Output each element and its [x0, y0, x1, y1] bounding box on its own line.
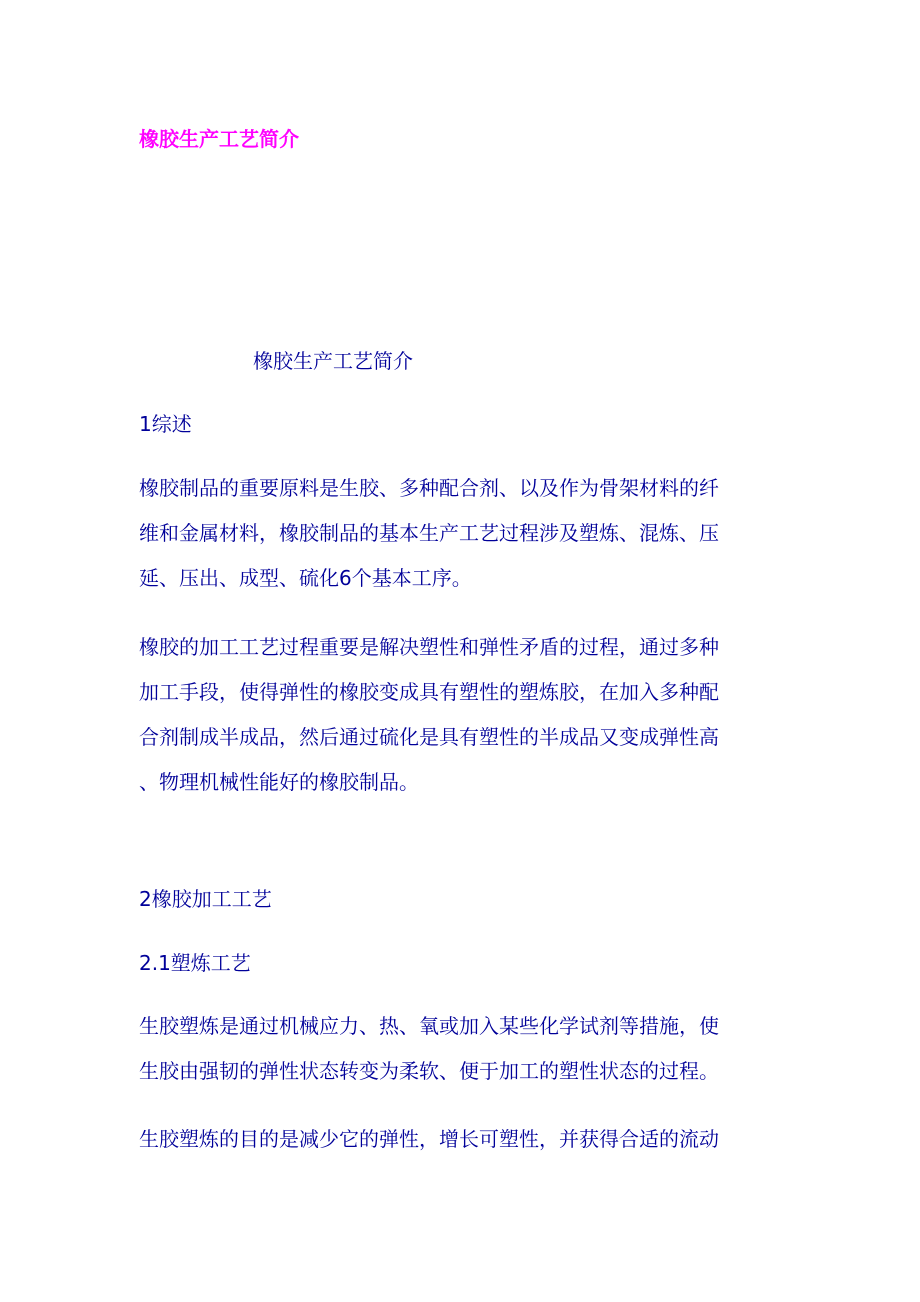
- centered-title: 橡胶生产工艺简介: [253, 349, 413, 373]
- document-title: 橡胶生产工艺简介: [139, 127, 299, 151]
- paragraph-line: 生胶塑炼是通过机械应力、热、氧或加入某些化学试剂等措施，使: [139, 1014, 719, 1038]
- section-heading-processing: 2橡胶加工工艺: [139, 887, 272, 911]
- paragraph-line: 延、压出、成型、硫化6个基本工序。: [139, 566, 472, 590]
- paragraph-line: 橡胶制品的重要原料是生胶、多种配合剂、以及作为骨架材料的纤: [139, 476, 719, 500]
- paragraph-line: 维和金属材料，橡胶制品的基本生产工艺过程涉及塑炼、混炼、压: [139, 521, 719, 545]
- paragraph-line: 、物理机械性能好的橡胶制品。: [139, 770, 419, 794]
- paragraph-line: 橡胶的加工工艺过程重要是解决塑性和弹性矛盾的过程，通过多种: [139, 635, 719, 659]
- paragraph-line: 合剂制成半成品，然后通过硫化是具有塑性的半成品又变成弹性高: [139, 725, 719, 749]
- paragraph-mastication-definition: [139, 1004, 779, 1094]
- paragraph-process: [139, 625, 779, 805]
- section-heading-overview: 1综述: [139, 412, 192, 436]
- subsection-heading-mastication: 2.1塑炼工艺: [139, 951, 251, 975]
- paragraph-line: 生胶由强韧的弹性状态转变为柔软、便于加工的塑性状态的过程。: [139, 1059, 719, 1083]
- paragraph-mastication-purpose: [139, 1117, 779, 1162]
- paragraph-line: 生胶塑炼的目的是减少它的弹性，增长可塑性，并获得合适的流动: [139, 1127, 719, 1151]
- paragraph-materials: [139, 466, 779, 601]
- paragraph-line: 加工手段，使得弹性的橡胶变成具有塑性的塑炼胶，在加入多种配: [139, 680, 719, 704]
